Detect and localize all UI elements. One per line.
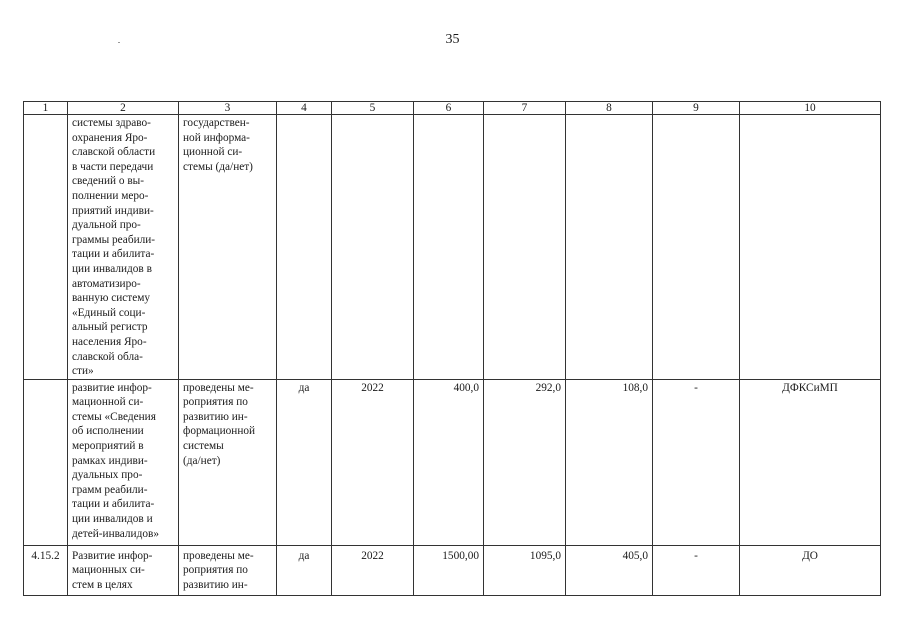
table-cell: 405,0: [566, 545, 653, 595]
table-cell: [24, 115, 68, 380]
table-cell: ДО: [740, 545, 881, 595]
table-cell: 2022: [332, 379, 414, 545]
data-table: [23, 101, 881, 596]
table-cell: [566, 115, 653, 380]
column-header: 9: [653, 102, 740, 115]
column-header: 3: [179, 102, 277, 115]
table-row: [24, 379, 881, 545]
column-header: 6: [414, 102, 484, 115]
table-cell: 400,0: [414, 379, 484, 545]
page-number: 35: [445, 32, 460, 47]
table-cell: 108,0: [566, 379, 653, 545]
table-cell: [24, 379, 68, 545]
table-header-row: [24, 102, 881, 115]
table-cell: [653, 115, 740, 380]
table-cell: 1500,00: [414, 545, 484, 595]
table-cell: да: [277, 379, 332, 545]
column-header: 2: [68, 102, 179, 115]
column-header: 7: [484, 102, 566, 115]
table-cell: [332, 115, 414, 380]
table-cell: [277, 115, 332, 380]
table-cell: [740, 115, 881, 380]
column-header: 10: [740, 102, 881, 115]
table-cell: -: [653, 545, 740, 595]
table-cell: системы здраво- охранения Яро- славской области в части передачи сведений о вы- полнении меро- приятий индиви- дуальной про- граммы реабили- тации и абилита- ции инвалидов в автоматизиро- ванную систему «Единый соци- альный регистр населения Яро- славской обла- сти»: [68, 115, 179, 380]
column-header: 4: [277, 102, 332, 115]
table-cell: 4.15.2: [24, 545, 68, 595]
column-header: 5: [332, 102, 414, 115]
table-cell: 2022: [332, 545, 414, 595]
table-cell: 292,0: [484, 379, 566, 545]
table-row: [24, 545, 881, 595]
table-cell: ДФКСиМП: [740, 379, 881, 545]
table-cell: проведены ме- роприятия по развитию ин-: [179, 545, 277, 595]
table-row: [24, 115, 881, 380]
column-header: 1: [24, 102, 68, 115]
table-cell: 1095,0: [484, 545, 566, 595]
scan-speck: [118, 42, 120, 43]
table-cell: проведены ме- роприятия по развитию ин- формационной системы (да/нет): [179, 379, 277, 545]
table-cell: да: [277, 545, 332, 595]
table-cell: -: [653, 379, 740, 545]
table-cell: [484, 115, 566, 380]
table-cell: Развитие инфор- мационных си- стем в целях: [68, 545, 179, 595]
table-cell: государствен- ной информа- ционной си- стемы (да/нет): [179, 115, 277, 380]
column-header: 8: [566, 102, 653, 115]
table-cell: [414, 115, 484, 380]
table-cell: развитие инфор- мационной си- стемы «Сведения об исполнении мероприятий в рамках индиви- дуальных про- грамм реабили- тации и абилита- ции инвалидов и детей-инвалидов»: [68, 379, 179, 545]
